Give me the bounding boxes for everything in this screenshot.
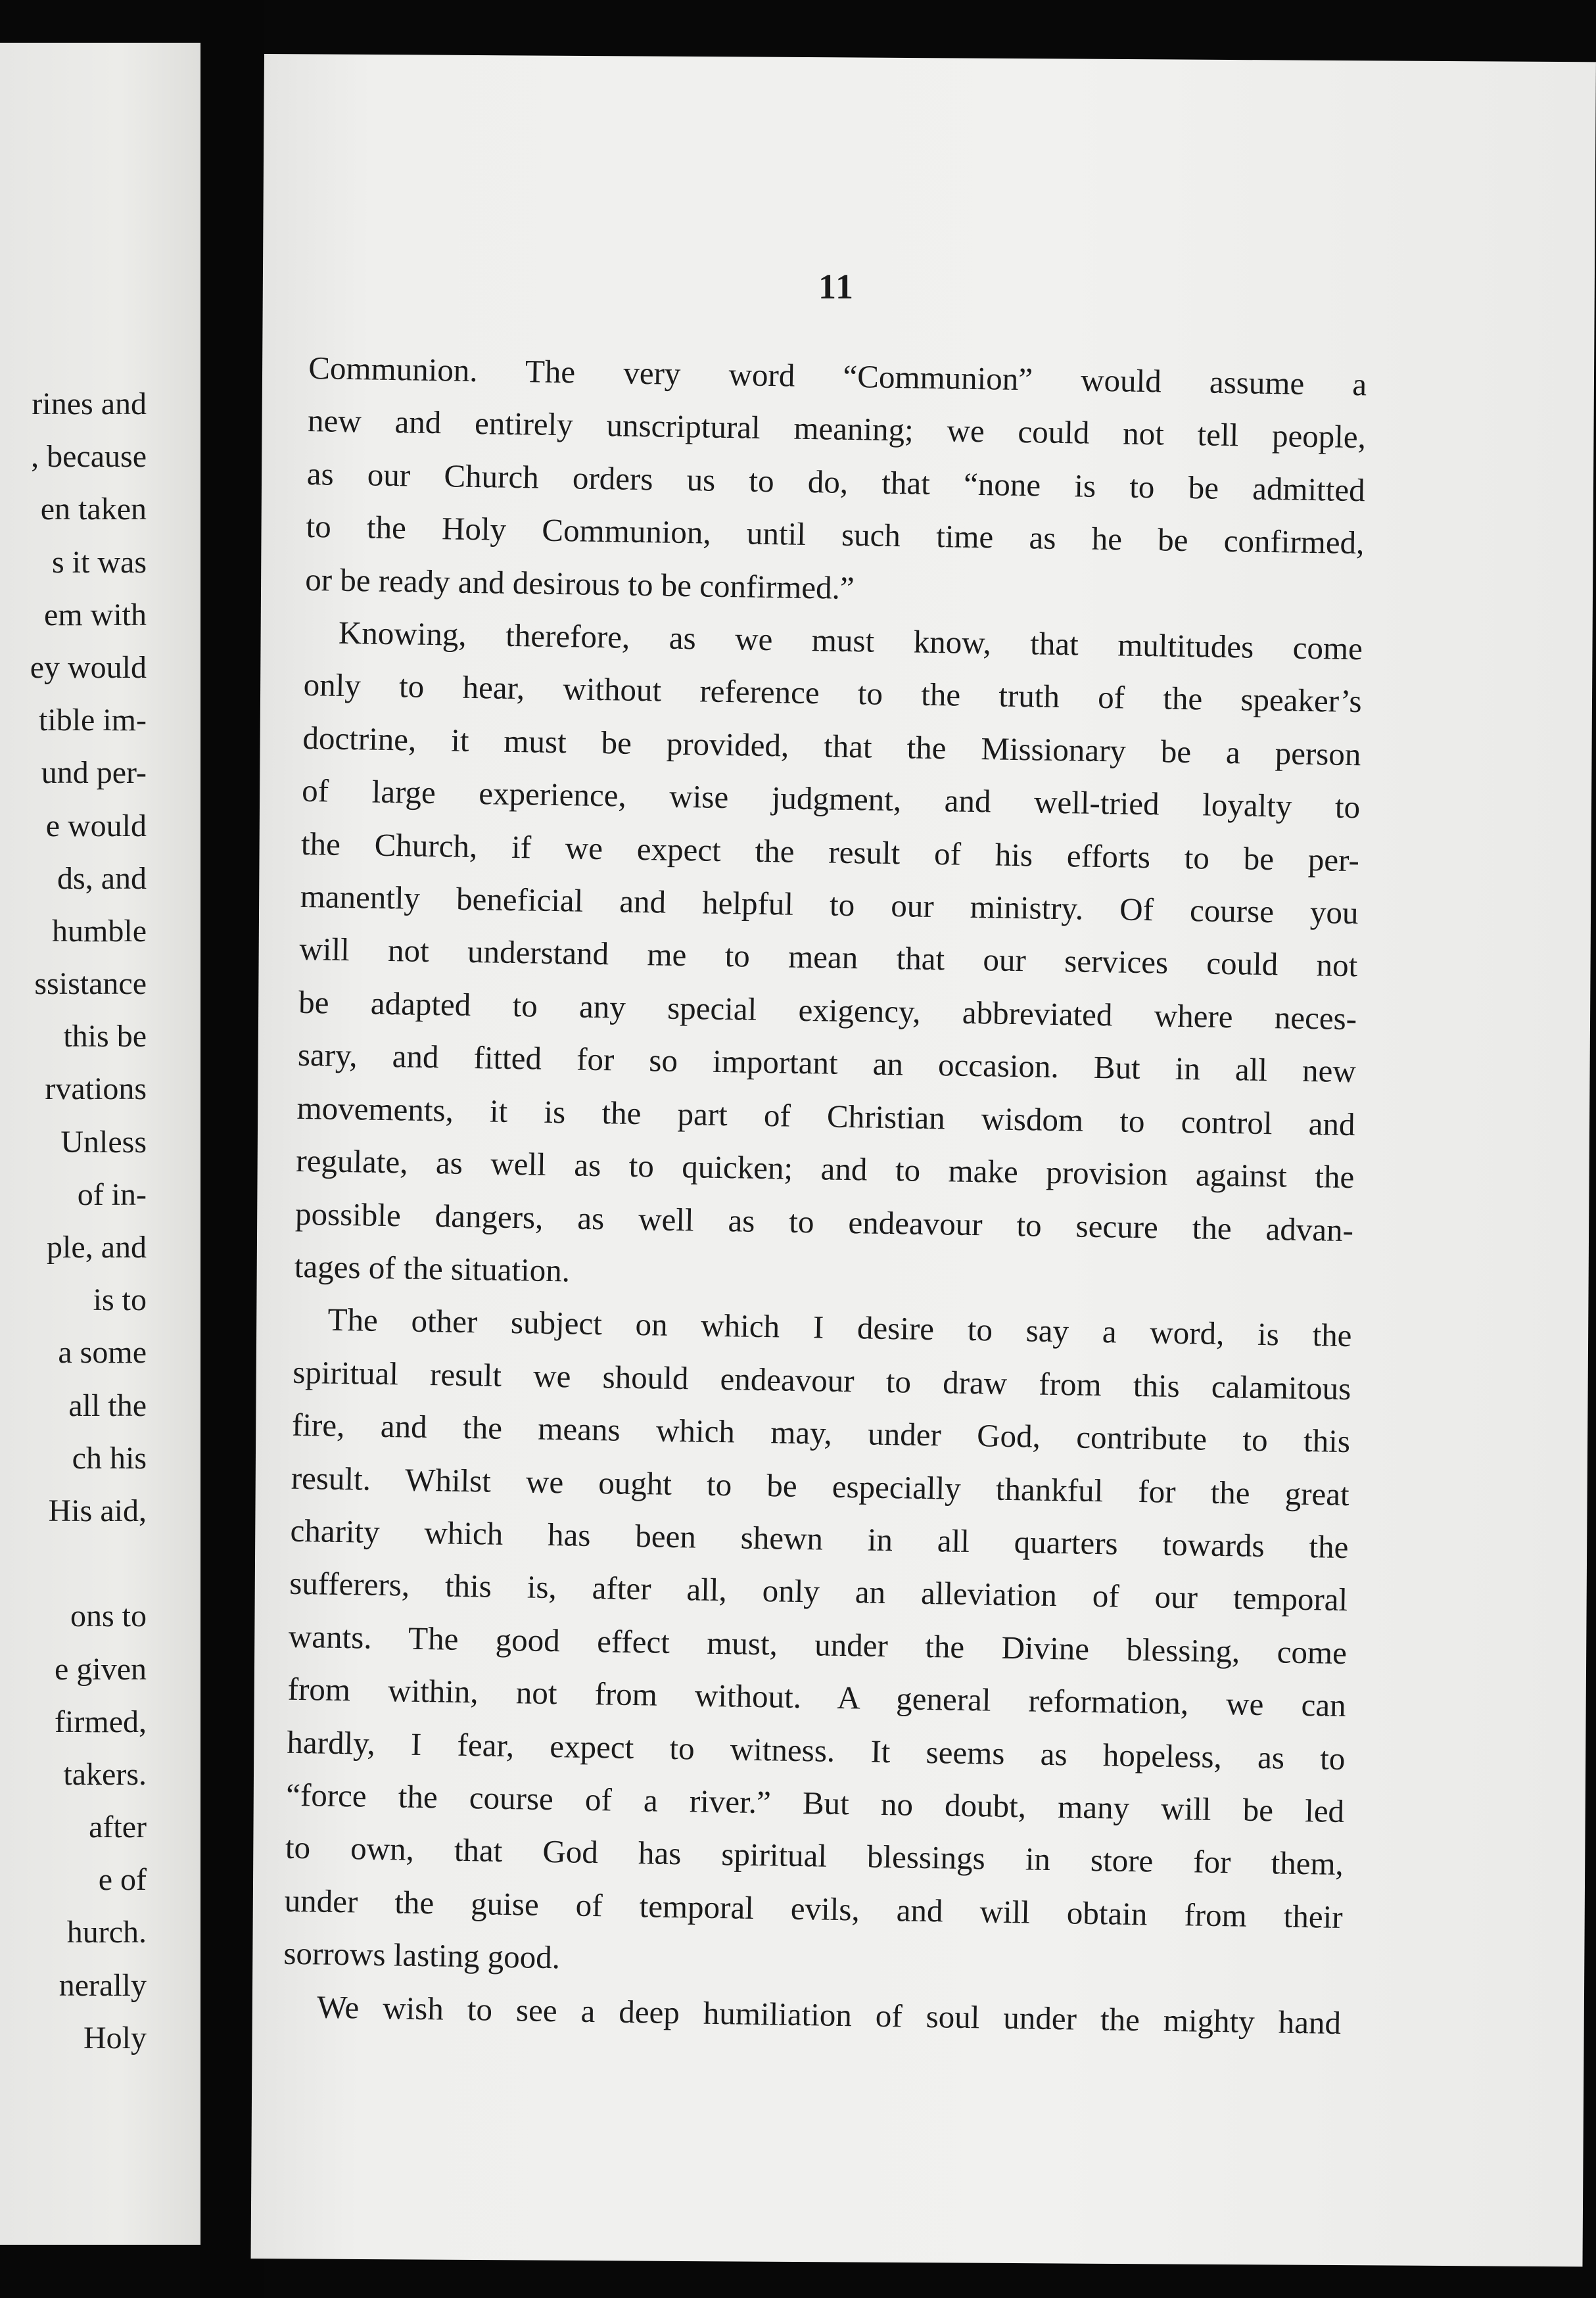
left-page-line: this be	[63, 1019, 147, 1054]
text-line: regulate, as well as to quicken; and to make provision against the	[296, 1142, 1355, 1196]
left-page-line: e would	[45, 808, 147, 843]
page-number: 11	[818, 267, 855, 306]
left-page-line: tible im-	[39, 703, 147, 738]
left-page-line: after	[89, 1810, 147, 1845]
left-page-line: humble	[52, 913, 147, 949]
left-page-line: takers.	[63, 1756, 147, 1792]
left-page-line: , because	[31, 439, 147, 475]
left-page-line: en taken	[40, 492, 147, 527]
text-line: tages of the situation.	[294, 1248, 571, 1289]
text-line: of large experience, wise judgment, and well-tried loyalty to	[301, 772, 1361, 826]
left-page-line: rines and	[32, 387, 147, 421]
text-line: from within, not from without. A general reformation, we can	[287, 1670, 1347, 1724]
text-line: manently beneficial and helpful to our ministry. Of course you	[300, 878, 1359, 931]
text-line: or be ready and desirous to be confirmed.”	[304, 561, 855, 606]
text-line: doctrine, it must be provided, that the Missionary be a person	[302, 719, 1361, 773]
left-page-line	[30, 1537, 147, 1590]
text-line: result. Whilst we ought to be especially thankful for the great	[291, 1459, 1350, 1512]
left-page-line: Unless	[60, 1124, 147, 1160]
left-page-line: Holy	[83, 2020, 147, 2055]
text-line: Communion. The very word “Communion” would assume a	[308, 349, 1367, 403]
text-line: to own, that God has spiritual blessings in store for them,	[285, 1829, 1344, 1883]
text-line: sorrows lasting good.	[283, 1935, 561, 1976]
left-page-line: firmed,	[55, 1704, 147, 1739]
text-line: new and entirely unscriptural meaning; we could not tell people,	[307, 402, 1367, 456]
body-text	[283, 342, 1367, 2050]
left-page-line: all the	[68, 1388, 147, 1423]
left-page-line: s it was	[52, 544, 147, 580]
text-line: spiritual result we should endeavour to draw from this calamitous	[292, 1353, 1351, 1407]
left-page-line: em with	[44, 597, 147, 632]
left-page-line: a some	[58, 1335, 147, 1371]
text-line: The other subject on which I desire to say a word, is the	[327, 1301, 1352, 1354]
text-line: wants. The good effect must, under the Divine blessing, come	[288, 1618, 1348, 1671]
text-line: to the Holy Communion, until such time as he be confirmed,	[306, 508, 1365, 561]
text-line: will not understand me to mean that our services could not	[299, 931, 1358, 984]
left-page-line: is to	[93, 1282, 147, 1318]
left-page-line: His aid,	[48, 1493, 147, 1528]
left-page-line: ch his	[72, 1440, 147, 1476]
left-page-line: ey would	[30, 649, 147, 685]
left-page-line: e given	[55, 1651, 147, 1687]
text-line: movements, it is the part of Christian wisdom to control and	[296, 1089, 1355, 1142]
text-line: as our Church orders us to do, that “none is to be admitted	[306, 455, 1366, 509]
left-page-line: ons to	[70, 1599, 147, 1634]
left-page-line: ssistance	[34, 966, 147, 1002]
left-page-line: of in-	[77, 1177, 147, 1212]
left-page-line: und per-	[41, 755, 147, 791]
left-page-line: hurch.	[66, 1915, 147, 1950]
left-page-line: nerally	[59, 1967, 147, 2003]
text-line: charity which has been shewn in all quarters towards the	[290, 1512, 1349, 1565]
text-line: hardly, I fear, expect to witness. It seems as hopeless, as to	[287, 1724, 1346, 1777]
text-line: Knowing, therefore, as we must know, that multitudes come	[338, 614, 1363, 667]
text-line: under the guise of temporal evils, and will obtain from their	[284, 1882, 1343, 1935]
text-line: sary, and fitted for so important an occasion. But in all new	[297, 1037, 1357, 1090]
text-line: We wish to see a deep humiliation of soul under the mighty hand	[316, 1988, 1342, 2041]
text-line: only to hear, without reference to the truth of the speaker’s	[303, 667, 1363, 720]
left-page-line: rvations	[45, 1071, 147, 1107]
left-page	[0, 43, 200, 2245]
text-line: be adapted to any special exigency, abbreviated where neces-	[298, 983, 1357, 1037]
left-page-text	[30, 378, 147, 2065]
left-page-line: ple, and	[47, 1230, 147, 1265]
text-line: possible dangers, as well as to endeavour to secure the advan-	[294, 1195, 1354, 1248]
left-page-line: e of	[98, 1862, 147, 1898]
text-line: fire, and the means which may, under God, contribute to this	[291, 1406, 1351, 1460]
text-line: the Church, if we expect the result of his efforts to be per-	[300, 825, 1360, 878]
text-line: “force the course of a river.” But no doubt, many will be led	[285, 1776, 1345, 1829]
text-line: sufferers, this is, after all, only an alleviation of our temporal	[289, 1565, 1348, 1618]
left-page-line: ds, and	[57, 860, 147, 896]
